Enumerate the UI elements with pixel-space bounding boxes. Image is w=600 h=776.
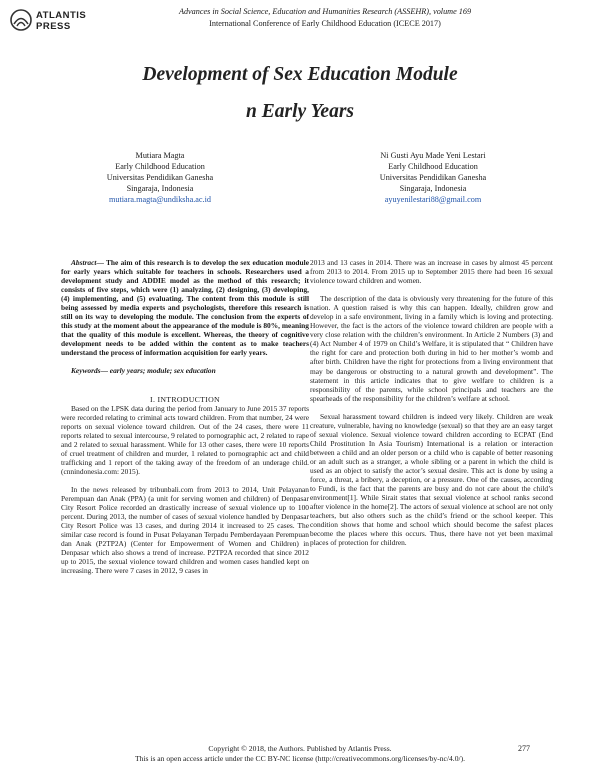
publisher-line1: ATLANTIS (36, 10, 87, 21)
abstract-label: Abstract (71, 258, 97, 267)
author-dept: Early Childhood Education (388, 162, 478, 171)
section-heading-introduction: I. INTRODUCTION (150, 394, 220, 404)
author-dept: Early Childhood Education (115, 162, 205, 171)
body-paragraph: Sexual harassment toward children is indeed very likely. Children are weak creature, vulnerable, having no knowledge (sexual) so that they are an easy target of sexual violence. Sexual violence toward children according to ECPAT (End Child Prostitution In Asia Tourism) International is a relation or interaction between a child and an older person or a child who is capable of better reasoning or an adult such as a stranger, a whole sibling or a parent in which the child is used as an object to satisfy the actor’s sexual desire. This act is done by using a force, a threat, a bribery, a deception, or a pressure. One of the causes, according to Fundi, is the fact that the parents are busy and do not care about the child’s environment[1]. While Sirait states that sexual violence at school ranks second after violence in the home[2]. The actors of sexual violence at school are not only teachers, but also others such as the child’s friend or the school keeper. This condition shows that home and school which should become the safest places become the places where this occurs. Thus, there have not yet been maximal places of protection for children. (310, 411, 553, 548)
author-univ: Universitas Pendidikan Ganesha (379, 173, 487, 182)
author-block-1 (45, 150, 275, 205)
author-email-link[interactable]: ayuyenilestari88@gmail.com (384, 195, 482, 204)
author-name: Ni Gusti Ayu Made Yeni Lestari (380, 151, 486, 160)
body-paragraph: The description of the data is obviously very threatening for the future of this nation. A question raised is why this can happen. Ideally, children grow and develop in a safe environment, living in a family which is loving and protecting. However, the fact is the actors of the violence toward children are people with a very close relation with the children’s environment. In Article 2 Numbers (3) and (4) Act Number 4 of 1979 on Child’s Welfare, it is stipulated that “ Children have the right for care and protection both during in hid to her mother’s womb and after birth. Children have the right for protections from a living environment that may be dangerous or obstructing to a natural growth and development”. The statement in this article indicates that to give welfare to children is a responsibility of the parents, while school principals and teachers are the spearheads of the responsibility for the children’s welfare at school. (310, 294, 553, 403)
body-paragraph: 2013 and 13 cases in 2014. There was an increase in cases by almost 45 percent from 2013 to 2014. From 2015 up to September 2015 there had been 16 sexual violence toward children and women. (310, 258, 553, 286)
publisher-line2: PRESS (36, 21, 71, 32)
license-notice: This is an open access article under the CC BY-NC license (http://creativecommons.org/licenses/by-nc/4.0/). (134, 754, 466, 763)
page-footer (60, 744, 540, 764)
copyright-notice: Copyright © 2018, the Authors. Published by Atlantis Press. (208, 744, 392, 753)
conference-name: International Conference of Early Childhood Education (ICECE 2017) (209, 19, 441, 28)
journal-name: Advances in Social Science, Education and Humanities Research (ASSEHR), volume 169 (178, 7, 472, 16)
paper-title (40, 56, 560, 130)
right-column (310, 258, 553, 547)
body-paragraph: In the news released by tribunbali.com from 2013 to 2014, Unit Pelayanan Perempuan dan Anak (PPA) (a unit for serving women and children) of Denpasar City Resort Police recorded an drastically increase of sexual violence up to 100 percent. During 2013, the number of cases of sexual violence handled by Denpasar City Resort Police was 13 cases, and during 2014 it increased to 25 cases. The similar case record is found in Pusat Pelayanan Terpadu Pemberdayaan Perempuan dan Anak (P2TP2A) (Center for Empowerment of Women and Children) in Denpasar which also shows a trend of increase. P2TP2A recorded that since 2012 up to 2015, the sexual violence toward children and women cases handled kept on increasing. There were 7 cases in 2012, 9 cases in (61, 484, 309, 576)
title-line2: n Early Years (246, 101, 354, 122)
title-line1: Development of Sex Education Module (142, 64, 458, 85)
abstract (61, 258, 309, 358)
publisher-logo (10, 8, 120, 42)
author-email-link[interactable]: mutiara.magta@undiksha.ac.id (109, 195, 211, 204)
author-name: Mutiara Magta (135, 151, 185, 160)
abstract-text: — The aim of this research is to develop the sex education module for early years which suitable for teachers in schools. Researchers used a development study and ADDIE model as the method of this research; it consists of five steps, which were (1) analyzing, (2) designing, (3) developing, (4) implementing, and (5) evaluating. The content from this module is still being assessed by media experts and psychologists, therefore this research is still on its way to developing the module. The conclusion from the experts of this study at the moment about the appearance of the module is 80%, meaning that the quality of this module is excellent. Whereas, the theory of cognitive development needs to be added within the content as to make teachers understand the process of information acquisition for early years. (61, 258, 309, 358)
author-city: Singaraja, Indonesia (126, 184, 194, 193)
author-city: Singaraja, Indonesia (399, 184, 467, 193)
author-block-2 (318, 150, 548, 205)
page-number: 277 (518, 744, 530, 753)
body-paragraph: Based on the LPSK data during the period from January to June 2015 37 reports were recorded relating to criminal acts toward children. From that number, 24 were reports on sexual violence toward children. Out of the 24 cases, there were 11 reports related to sexual intercourse, 9 related to pornographic act, 2 related to rape and 2 related to sexual harassment. While for 13 other cases, there were 10 reports of cruel treatment of children and murder, 1 related to pornographic act and child trafficking and 1 report of the taking away of the freedom of an underage child. (cnnindonesia.com: 2015). (61, 403, 309, 476)
atlantis-logo-icon (10, 9, 32, 31)
running-header (110, 6, 540, 30)
left-column (61, 258, 309, 575)
author-univ: Universitas Pendidikan Ganesha (106, 173, 214, 182)
keywords: Keywords— early years; module; sex education (71, 365, 216, 375)
publisher-name (36, 10, 86, 32)
